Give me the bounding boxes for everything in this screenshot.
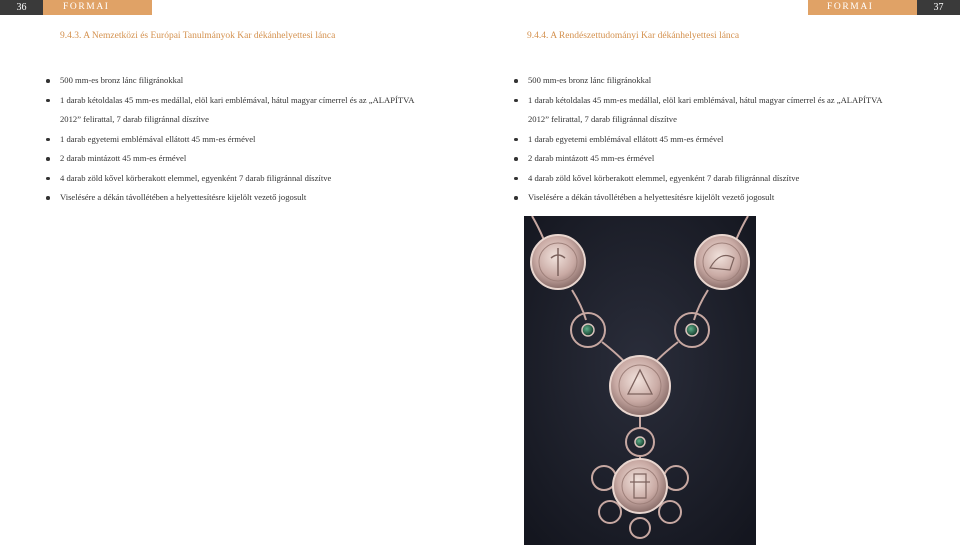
list-item: Viselésére a dékán távollétében a helyettesítésre kijelölt vezető jogosult (60, 188, 480, 208)
bullet-icon (514, 196, 518, 200)
bullet-icon (514, 157, 518, 161)
chain-illustration (524, 216, 756, 545)
list-item: 4 darab zöld kővel körberakott elemmel, egyenként 7 darab filigránnal díszítve (60, 169, 480, 189)
list-item: 2 darab mintázott 45 mm-es érmével (60, 149, 480, 169)
list-item: 4 darab zöld kővel körberakott elemmel, egyenként 7 darab filigránnal díszítve (528, 169, 948, 189)
medal-center (610, 356, 670, 416)
medal-top-right (695, 235, 749, 289)
list-item: 1 darab kétoldalas 45 mm-es medállal, elöl kari emblémával, hátul magyar címerrel és az „ALAPÍTVA 2012” felirattal, 7 darab filigránnal díszítve (60, 91, 480, 130)
list-item-continuation: 2012” felirattal, 7 darab filigránnal díszítve (528, 114, 677, 124)
section-heading-left: 9.4.3. A Nemzetközi és Európai Tanulmányok Kar dékánhelyettesi lánca (60, 31, 336, 41)
bullet-icon (514, 99, 518, 103)
page-number-left: 36 (0, 0, 43, 15)
bullet-icon (46, 157, 50, 161)
bullet-icon (46, 177, 50, 181)
bullet-icon (46, 196, 50, 200)
bullet-icon (46, 79, 50, 83)
list-item-continuation: 2012” felirattal, 7 darab filigránnal díszítve (60, 114, 209, 124)
item-list-right (528, 71, 948, 208)
medal-pendant (613, 459, 667, 513)
bullet-icon (46, 99, 50, 103)
list-item: 1 darab kétoldalas 45 mm-es medállal, elöl kari emblémával, hátul magyar címerrel és az „ALAPÍTVA 2012” felirattal, 7 darab filigránnal díszítve (528, 91, 948, 130)
section-label-right: FORMAI ALAPOK (808, 0, 917, 15)
list-item: 500 mm-es bronz lánc filigránokkal (60, 71, 480, 91)
page-number-right: 37 (917, 0, 960, 15)
list-item: 500 mm-es bronz lánc filigránokkal (528, 71, 948, 91)
bullet-icon (514, 138, 518, 142)
list-item: 1 darab egyetemi emblémával ellátott 45 mm-es érmével (60, 130, 480, 150)
medal-top-left (531, 235, 585, 289)
bullet-icon (514, 79, 518, 83)
chain-photo (524, 216, 756, 545)
list-item: 2 darab mintázott 45 mm-es érmével (528, 149, 948, 169)
item-list-left (60, 71, 480, 208)
bullet-icon (514, 177, 518, 181)
section-heading-right: 9.4.4. A Rendészettudományi Kar dékánhelyettesi lánca (527, 31, 740, 41)
bullet-icon (46, 138, 50, 142)
list-item: Viselésére a dékán távollétében a helyettesítésre kijelölt vezető jogosult (528, 188, 948, 208)
list-item: 1 darab egyetemi emblémával ellátott 45 mm-es érmével (528, 130, 948, 150)
section-label-left: FORMAI ALAPOK (43, 0, 152, 15)
